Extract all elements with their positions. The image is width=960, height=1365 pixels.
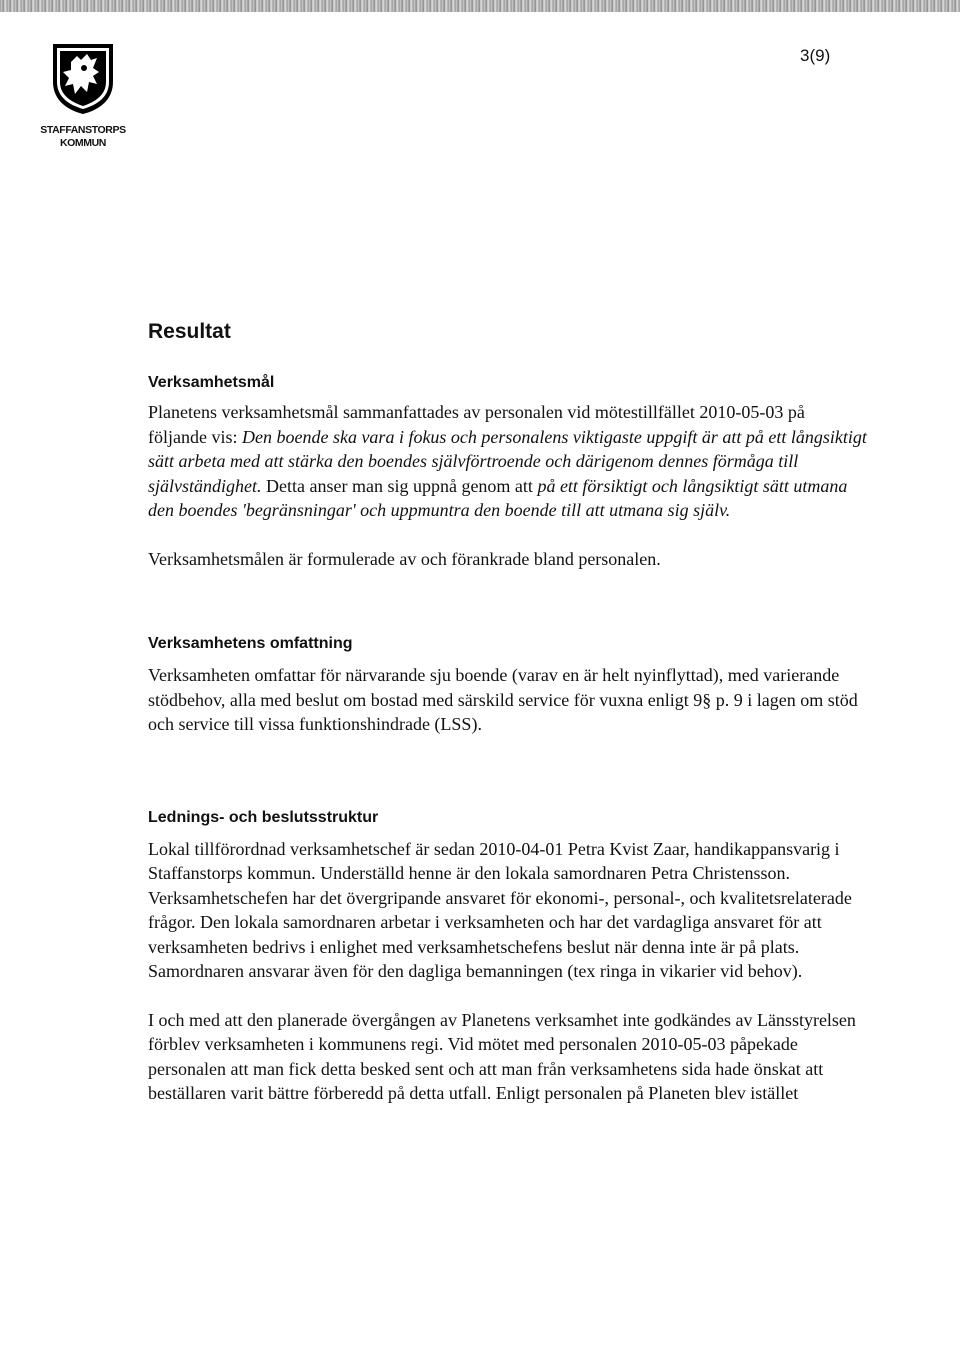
paragraph-ledning-1: Lokal tillförordnad verksamhetschef är sedan 2010-04-01 Petra Kvist Zaar, handikappansvarig i Staffanstorps kommun. Underställd henne är den lokala samordnaren Petra Christensson. Verksamhetschefen har det övergripande ansvaret för ekonomi-, personal-, och kvalitetsrelaterade frågor. Den lokala samordnaren arbetar i verksamheten och har det vardagliga ansvaret för att verksamheten bedrivs i enlighet med verksamhetschefens beslut när denna inte är på plats. Samordnaren ansvarar även för den dagliga bemanningen (tex ringa in vikarier vid behov). bbox=[148, 838, 852, 981]
page-number: 3(9) bbox=[800, 46, 831, 65]
document-body bbox=[148, 318, 868, 1106]
paragraph-ledning-2: I och med att den planerade övergången av Planetens verksamhet inte godkändes av Länsstyrelsen förblev verksamheten i kommunens regi. Vid mötet med personalen 2010-05-03 påpekade personalen att man fick detta besked sent och att man från verksamhetens sida hade önskat att beställaren varit bättre förberedd på detta utfall. Enligt personalen på Planeten blev istället bbox=[148, 1009, 856, 1103]
paragraph-verksamhetsmal-2: Verksamhetsmålen är formulerade av och förankrade bland personalen. bbox=[148, 548, 661, 569]
section-title: Resultat bbox=[148, 320, 231, 343]
paragraph-omfattning: Verksamheten omfattar för närvarande sju boende (varav en är helt nyinflyttad), med varierande stödbehov, alla med beslut om bostad med särskild service för vuxna enligt 9§ p. 9 i lagen om stöd och service till vissa funktionshindrade (LSS). bbox=[148, 665, 858, 734]
heading-omfattning: Verksamhetens omfattning bbox=[148, 635, 353, 652]
coat-of-arms-icon bbox=[51, 42, 115, 116]
text-run: Detta anser man sig uppnå genom att bbox=[261, 475, 538, 496]
paragraph-verksamhetsmal-1 bbox=[148, 400, 868, 523]
scan-artifact-bar bbox=[0, 0, 960, 12]
heading-verksamhetsmal: Verksamhetsmål bbox=[148, 374, 275, 391]
municipality-name-line1: STAFFANSTORPS bbox=[40, 124, 126, 136]
quoted-goal: Den boende ska vara i fokus och personalens viktigaste uppgift är att på ett långsiktigt sätt arbeta med att stärka den boendes självförtroende och därigenom dennes förmåga till självständighet. bbox=[148, 426, 867, 496]
quoted-method: på ett försiktigt och långsiktigt sätt utmana den boendes 'begränsningar' och uppmuntra den boende till att utmana sig själv. bbox=[148, 475, 848, 520]
municipality-name-line2: KOMMUN bbox=[59, 137, 106, 149]
text-run: Planetens verksamhetsmål sammanfattades av personalen vid mötestillfället 2010-05-03 på följande vis: bbox=[148, 402, 805, 447]
municipality-name bbox=[28, 124, 138, 150]
heading-ledning: Lednings- och beslutsstruktur bbox=[148, 808, 379, 826]
municipality-logo bbox=[28, 42, 138, 150]
